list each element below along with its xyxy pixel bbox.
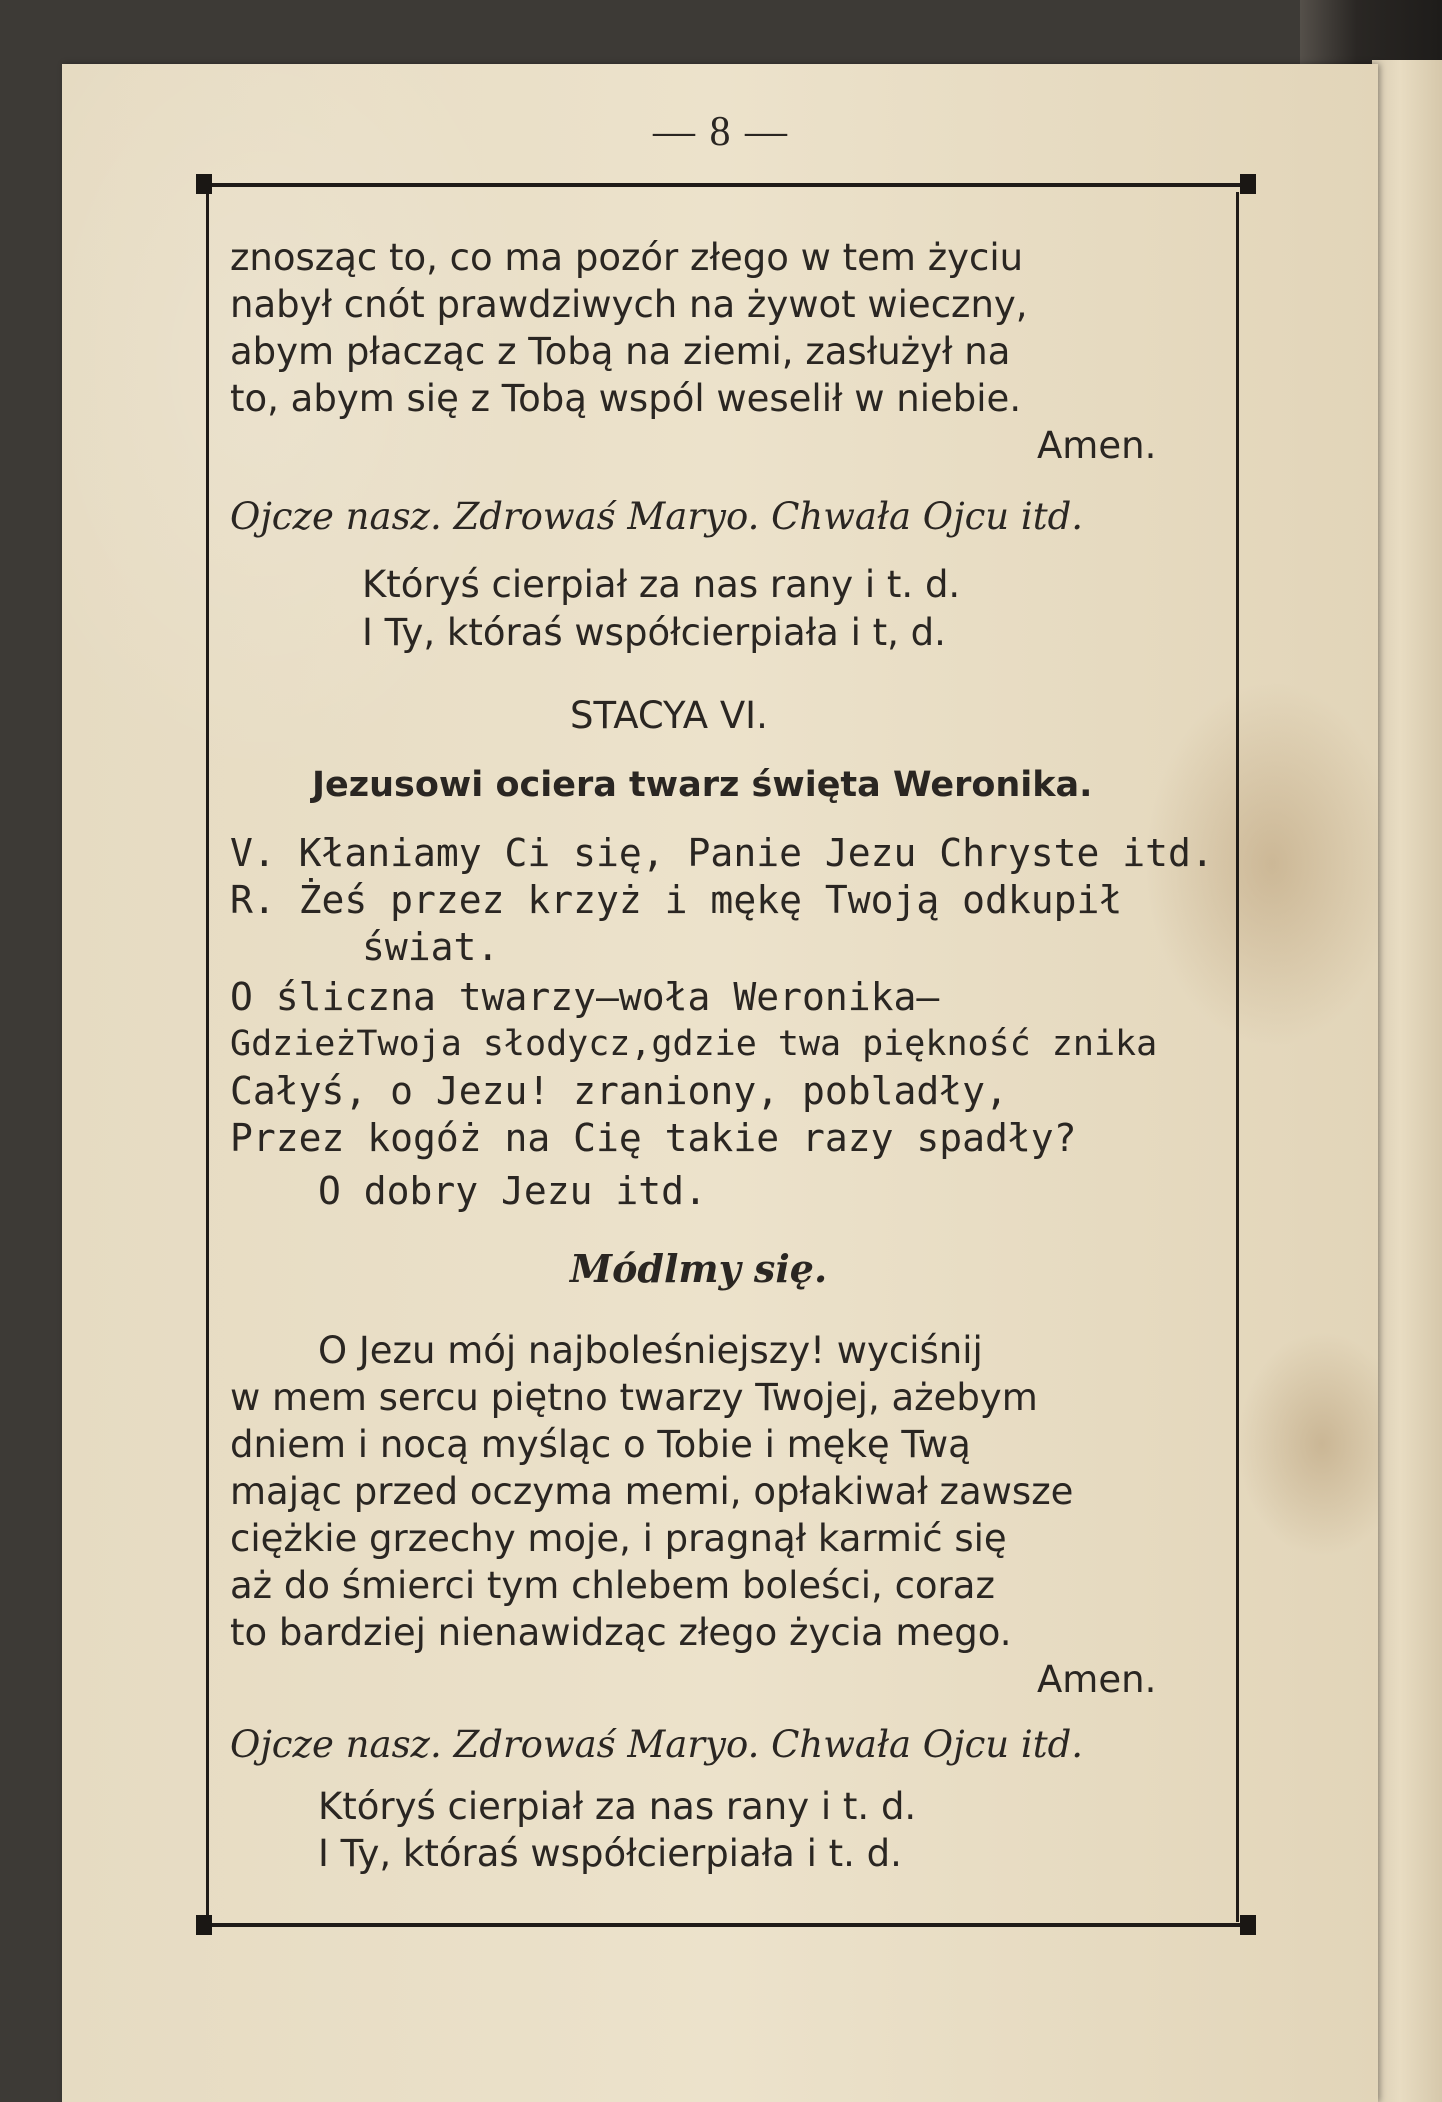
frame-left-rule (206, 192, 209, 1922)
prayer-line: aż do śmierci tym chlebem boleści, coraz (230, 1564, 995, 1607)
frame-corner-ornament (1240, 1915, 1256, 1935)
section-heading: Módlmy się. (570, 1246, 828, 1291)
page-number: — 8 — (653, 109, 789, 155)
response: R. Żeś przez krzyż i mękę Twoją odkupił (230, 878, 1123, 922)
prayer-line: O Jezu mój najboleśniejszy! wyciśnij (318, 1329, 983, 1372)
frame-corner-ornament (1240, 174, 1256, 194)
hymn-line: O śliczna twarzy—woła Weronika— (230, 975, 940, 1019)
prayer-references: Ojcze nasz. Zdrowaś Maryo. Chwała Ojcu itd. (230, 1723, 1084, 1766)
amen: Amen. (1037, 424, 1157, 467)
station-title: STACYA VI. (570, 694, 768, 737)
hymn-line: Przez kogóż na Cię takie razy spadły? (230, 1116, 1077, 1160)
text-line: to, abym się z Tobą wspól weselił w niebie. (230, 377, 1022, 420)
prayer-line: dniem i nocą myśląc o Tobie i mękę Twą (230, 1423, 971, 1466)
hymn-line: GdzieżTwoja słodycz,gdzie twa piękność znika (230, 1024, 1158, 1064)
prayer-line: to bardziej nienawidząc złego życia mego. (230, 1611, 1012, 1654)
response-line: I Ty, któraś współcierpiała i t. d. (318, 1832, 902, 1875)
text-line: abym płacząc z Tobą na ziemi, zasłużył na (230, 330, 1011, 373)
hymn-line: Całyś, o Jezu! zraniony, pobladły, (230, 1069, 1008, 1113)
prayer-line: w mem sercu piętno twarzy Twojej, ażebym (230, 1376, 1038, 1419)
frame-corner-ornament (196, 1915, 212, 1935)
amen: Amen. (1037, 1658, 1157, 1701)
versicle: V. Kłaniamy Ci się, Panie Jezu Chryste itd. (230, 831, 1214, 875)
frame-top-rule (204, 183, 1244, 187)
facing-page-edge (1372, 60, 1442, 2102)
prayer-references: Ojcze nasz. Zdrowaś Maryo. Chwała Ojcu itd. (230, 495, 1084, 538)
response-continuation: świat. (362, 925, 500, 969)
response-line: I Ty, któraś współcierpiała i t, d. (362, 611, 946, 654)
response-line: Któryś cierpiał za nas rany i t. d. (362, 563, 961, 606)
station-subtitle: Jezusowi ociera twarz święta Weronika. (312, 765, 1093, 805)
response-line: Któryś cierpiał za nas rany i t. d. (318, 1785, 917, 1828)
frame-corner-ornament (196, 174, 212, 194)
prayer-line: mając przed oczyma memi, opłakiwał zawsze (230, 1470, 1074, 1513)
text-line: znosząc to, co ma pozór złego w tem życiu (230, 236, 1024, 279)
text-line: nabył cnót prawdziwych na żywot wieczny, (230, 283, 1028, 326)
prayer-line: ciężkie grzechy moje, i pragnął karmić się (230, 1517, 1007, 1560)
frame-right-rule (1236, 192, 1239, 1922)
refrain: O dobry Jezu itd. (318, 1169, 707, 1213)
frame-bottom-rule (204, 1923, 1244, 1927)
